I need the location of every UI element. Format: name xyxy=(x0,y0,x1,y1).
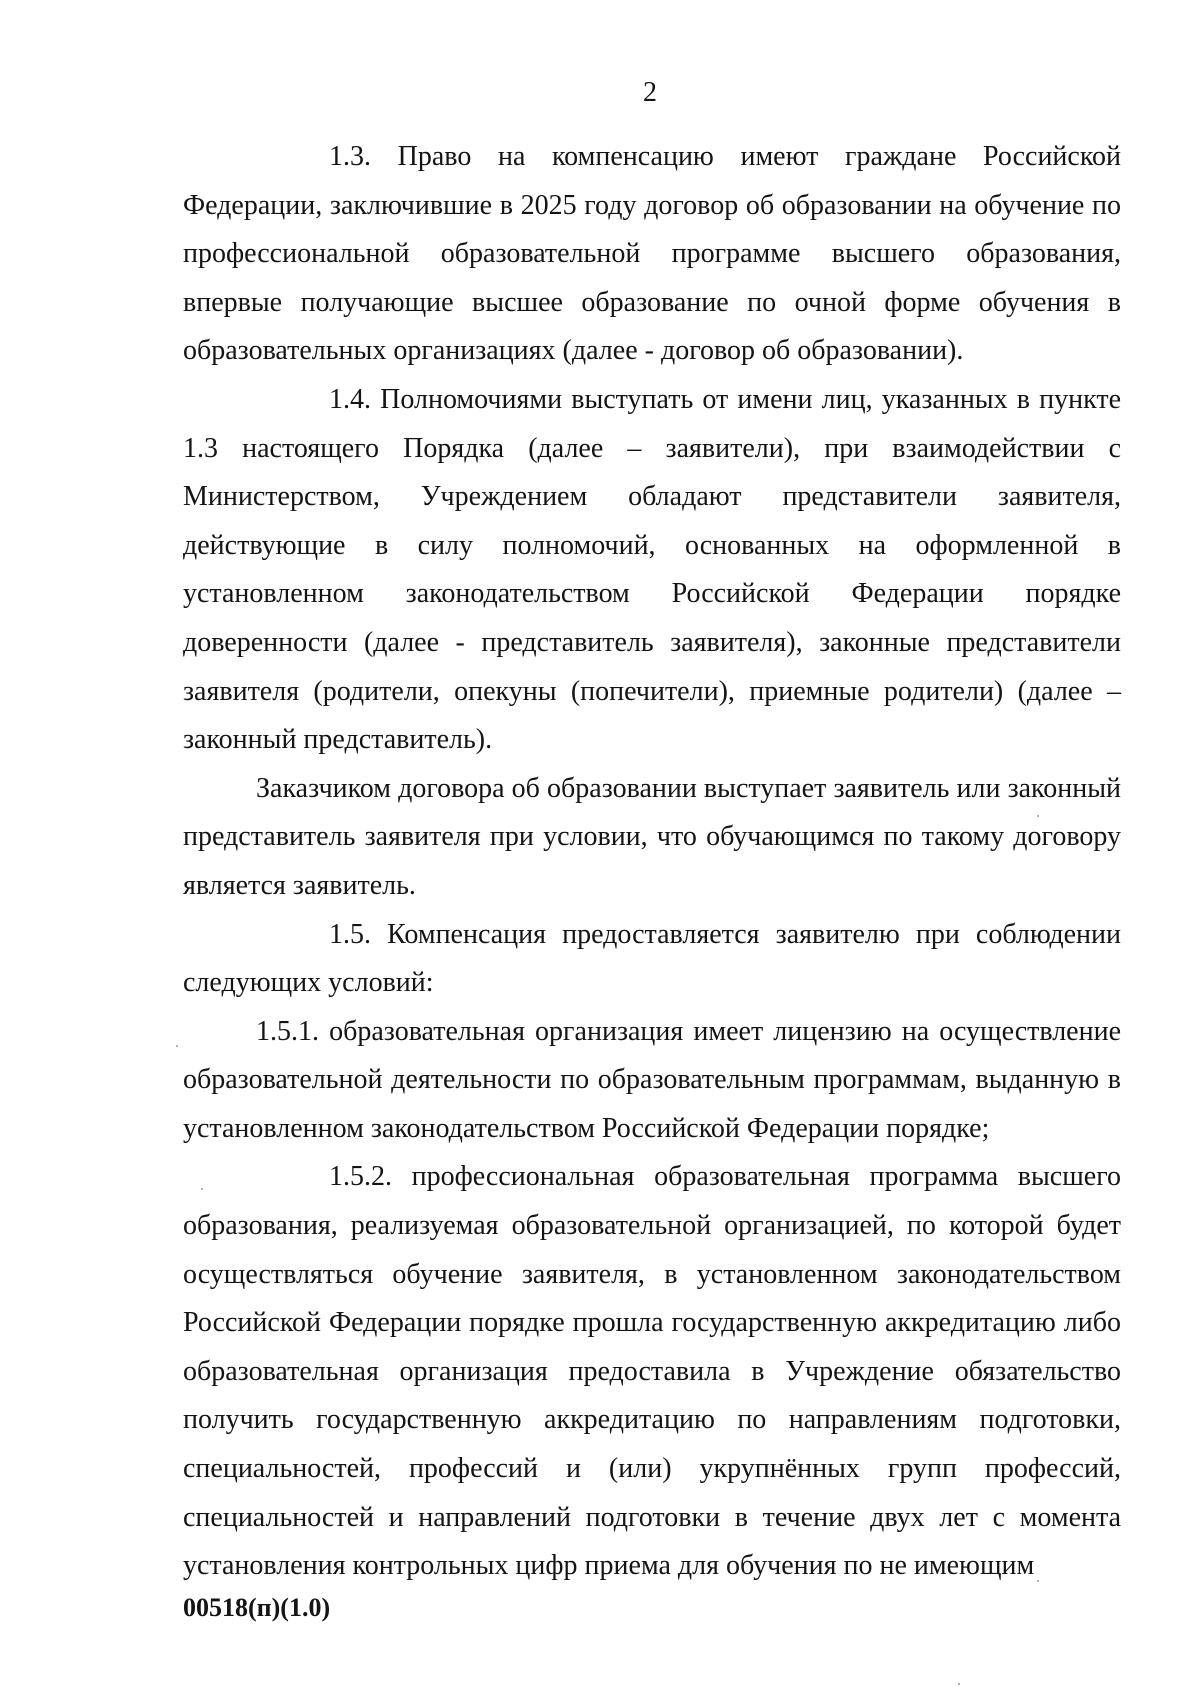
paragraph-customer xyxy=(183,765,1121,911)
scan-speck xyxy=(1037,1580,1039,1582)
scan-speck xyxy=(958,1683,960,1685)
page-number: 2 xyxy=(643,77,657,108)
item-number: 1.5. xyxy=(329,918,371,950)
paragraph-text: Компенсация предоставляется заявителю при соблюдении следующих условий: xyxy=(183,918,1122,999)
item-number: 1.4. xyxy=(329,383,371,415)
scan-speck xyxy=(1037,815,1039,817)
document-body xyxy=(183,133,1121,1591)
paragraph-text: профессиональная образовательная программа высшего образования, реализуемая образовательной организацией, по которой будет осуществляться обучение заявителя, в установленном законодательством Российской Федерации порядке прошла государственную аккредитацию либо образовательная организация предоставила в Учреждение обязательство получить государственную аккредитацию по направлениям подготовки, специальностей, профессий и (или) укрупнённых групп профессий, специальностей и направлений подготовки в течение двух лет с момента установления контрольных цифр приема для обучения по не имеющим xyxy=(183,1161,1122,1582)
paragraph-text: Заказчиком договора об образовании выступает заявитель или законный представитель заявителя при условии, что обучающимся по такому договору является заявитель. xyxy=(183,772,1121,901)
item-number: 1.5.2. xyxy=(329,1161,392,1193)
paragraph-1-4 xyxy=(183,376,1121,765)
paragraph-1-5-2 xyxy=(183,1153,1121,1590)
paragraph-1-3 xyxy=(183,133,1121,376)
scan-speck xyxy=(176,1045,178,1047)
paragraph-text: образовательная организация имеет лицензию на осуществление образовательной деятельности по образовательным программам, выданную в установленном законодательством Российской Федерации порядке; xyxy=(183,1015,1122,1144)
document-code: 00518(п)(1.0) xyxy=(183,1593,331,1622)
scan-speck xyxy=(201,1188,203,1190)
item-number: 1.3. xyxy=(329,141,371,172)
item-number: 1.5.1. xyxy=(256,1015,319,1047)
paragraph-1-5-1 xyxy=(183,1008,1121,1154)
paragraph-1-5 xyxy=(183,911,1121,1008)
paragraph-text: Право на компенсацию имеют граждане Российской Федерации, заключившие в 2025 году договор об образовании на обучение по профессиональной образовательной программе высшего образования, впервые получающие высшее образование по очной форме обучения в образовательных организациях (далее - договор об образовании). xyxy=(183,141,1122,367)
paragraph-text: Полномочиями выступать от имени лиц, указанных в пункте 1.3 настоящего Порядка (далее – заявители), при взаимодействии с Министерством, Учреждением обладают представители заявителя, действующие в силу полномочий, основанных на оформленной в установленном законодательством Российской Федерации порядке доверенности (далее - представитель заявителя), законные представители заявителя (родители, опекуны (попечители), приемные родители) (далее – законный представитель). xyxy=(183,383,1122,756)
